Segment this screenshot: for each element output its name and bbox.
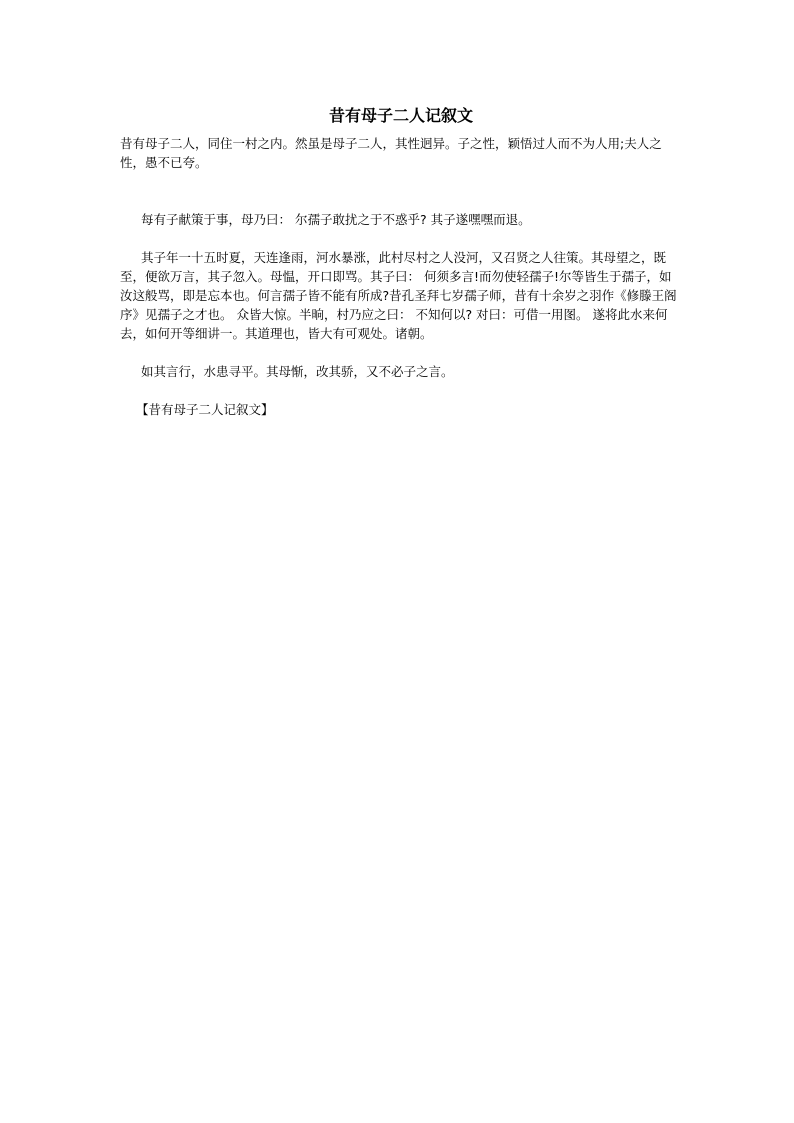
intro-paragraph: 昔有母子二人，同住一村之内。然虽是母子二人，其性迥异。子之性，颖悟过人而不为人用;夫人之性，愚不已夸。 xyxy=(120,136,662,170)
footer-tag: 【昔有母子二人记叙文】 xyxy=(136,402,274,417)
body-paragraph-2: 其子年一十五时夏，天连逢雨，河水暴涨，此村尽村之人没河，又召贤之人往策。其母望之，既至，便欲万言，其子忽入。母愠，开口即骂。其子曰： 何须多言!而勿使轻孺子!尔等皆生于孺子，如汝这般骂，即是忘本也。何言孺子皆不能有所成?昔孔圣拜七岁孺子师，昔有十余岁之羽作《修滕王阁序》见孺子之才也。 众皆大惊。半晌，村乃应之曰： 不知何以? 对曰：可借一用图。 遂将此水来何去，如何开等细讲一。其道理也，皆大有可观处。诸朝。 xyxy=(120,250,677,341)
document-page xyxy=(120,104,682,419)
body-paragraph-1: 每有子献策于事，母乃曰： 尔孺子敢扰之于不惑乎? 其子遂嘿嘿而退。 xyxy=(141,212,531,227)
document-title: 昔有母子二人记叙文 xyxy=(328,106,473,125)
body-paragraph-3: 如其言行，水患寻平。其母惭，改其骄，又不必子之言。 xyxy=(141,364,454,379)
